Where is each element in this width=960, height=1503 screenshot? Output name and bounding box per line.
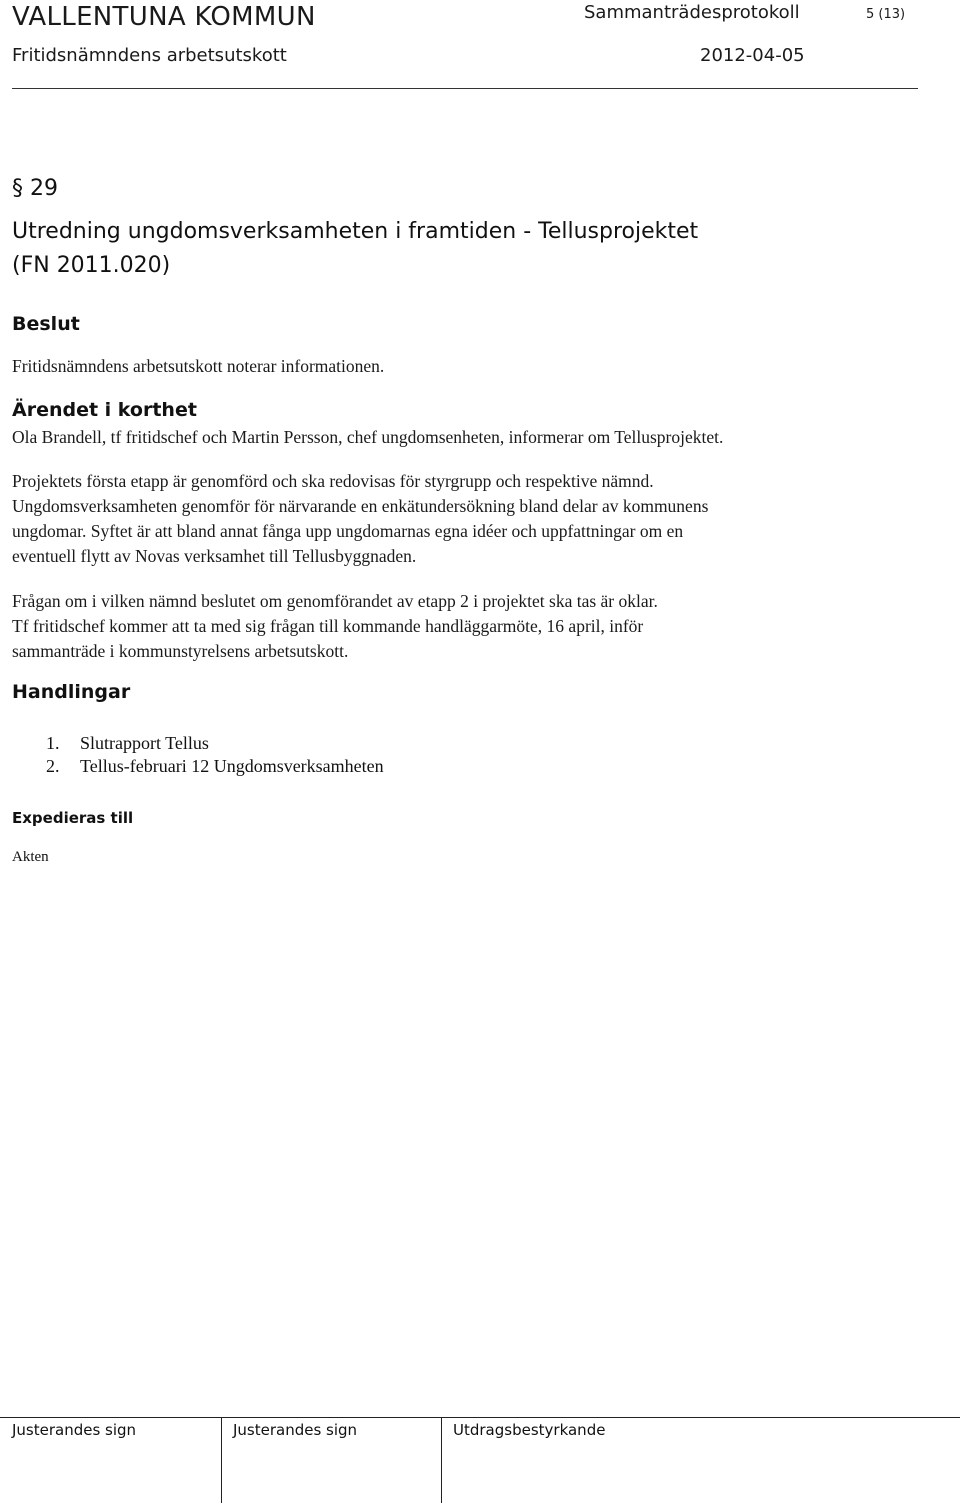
signature-cell <box>221 1418 440 1503</box>
signature-table <box>0 1417 960 1503</box>
document-type: Sammanträdesprotokoll <box>584 2 800 23</box>
expedieras-heading: Expedieras till <box>12 809 134 827</box>
meeting-date: 2012-04-05 <box>700 45 805 66</box>
list-item-text: Tellus-februari 12 Ungdomsverksamheten <box>80 756 384 776</box>
list-item <box>46 755 384 778</box>
list-item-text: Slutrapport Tellus <box>80 733 209 753</box>
arendet-heading: Ärendet i korthet <box>12 399 197 421</box>
text-line: ungdomar. Syftet är att bland annat fånga upp ungdomarnas egna idéer och uppfattningar om en <box>12 521 684 541</box>
handlingar-list <box>46 732 384 778</box>
paragraph-number: § 29 <box>12 176 58 201</box>
signature-label: Justerandes sign <box>12 1421 137 1439</box>
text-line: Tf fritidschef kommer att ta med sig frågan till kommande handläggarmöte, 16 april, inför <box>12 616 644 636</box>
page-number: 5 (13) <box>866 7 906 22</box>
signature-cell <box>0 1418 220 1503</box>
arendet-paragraph-2 <box>12 469 912 569</box>
list-item <box>46 732 384 755</box>
handlingar-heading: Handlingar <box>12 681 131 703</box>
paragraph-title-line: Utredning ungdomsverksamheten i framtiden - Tellusprojektet <box>12 219 699 244</box>
arendet-paragraph-3 <box>12 589 912 664</box>
list-item-number: 2. <box>46 756 60 776</box>
text-line: Frågan om i vilken nämnd beslutet om genomförandet av etapp 2 i projektet ska tas är oklar. <box>12 591 658 611</box>
text-line: Projektets första etapp är genomförd och ska redovisas för styrgrupp och respektive nämnd. <box>12 471 654 491</box>
header-divider <box>12 88 918 89</box>
signature-label: Justerandes sign <box>233 1421 358 1439</box>
beslut-heading: Beslut <box>12 313 80 335</box>
expedieras-recipient: Akten <box>12 849 49 865</box>
paragraph-title-line: (FN 2011.020) <box>12 253 171 278</box>
organization-name: VALLENTUNA KOMMUN <box>12 2 316 32</box>
paragraph-title <box>12 215 698 283</box>
list-item-number: 1. <box>46 733 60 753</box>
arendet-paragraph-1: Ola Brandell, tf fritidschef och Martin Persson, chef ungdomsenheten, informerar om Tellusprojektet. <box>12 427 724 447</box>
text-line: Ungdomsverksamheten genomför för närvarande en enkätundersökning bland delar av kommunens <box>12 496 709 516</box>
signature-cell <box>441 1418 960 1503</box>
text-line: sammanträde i kommunstyrelsens arbetsutskott. <box>12 641 349 661</box>
signature-label: Utdragsbestyrkande <box>453 1421 606 1439</box>
text-line: eventuell flytt av Novas verksamhet till Tellusbyggnaden. <box>12 546 417 566</box>
beslut-text: Fritidsnämndens arbetsutskott noterar informationen. <box>12 356 385 376</box>
committee-name: Fritidsnämndens arbetsutskott <box>12 45 287 66</box>
